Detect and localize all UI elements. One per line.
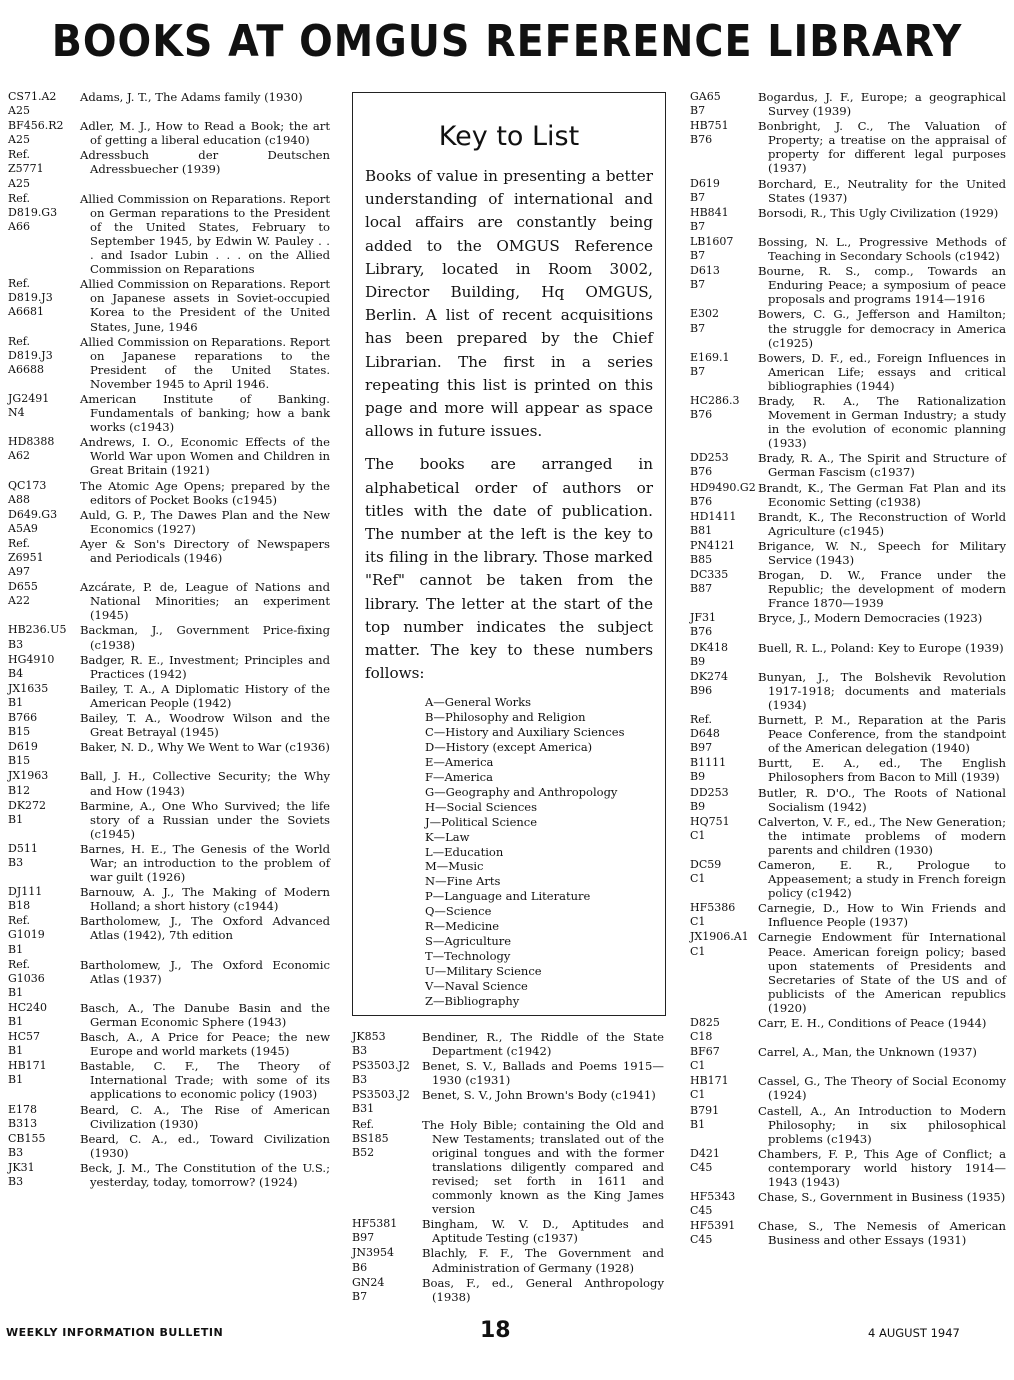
book-description: Carnegie Endowment für International Peace. American foreign policy; based upon statements of Presidents and Secretaries of State of the US and of publicists of the American republics (1920): [758, 930, 1006, 1015]
book-description: Auld, G. P., The Dawes Plan and the New Economics (1927): [80, 507, 330, 536]
subject-code: J—Political Science: [425, 814, 538, 829]
book-description: Baker, N. D., Why We Went to War (c1936): [80, 740, 330, 755]
book-entry: [690, 539, 1006, 567]
book-entry: [8, 392, 330, 434]
book-description: Brogan, D. W., France under the Republic; the development of modern France 1870—1939: [758, 568, 1006, 611]
call-number: D655 A22: [8, 580, 38, 608]
call-number: JN3954 B6: [352, 1246, 395, 1274]
book-description: Burnett, P. M., Reparation at the Paris Peace Conference, from the standpoint of the American delegation (1940): [758, 713, 1006, 756]
book-description: Borchard, E., Neutrality for the United States (1937): [758, 176, 1006, 205]
book-entry: [8, 1103, 330, 1131]
call-number: HC286.3 B76: [690, 393, 740, 422]
call-number: D825 C18: [690, 1016, 720, 1044]
book-description: Calverton, V. F., ed., The New Generation; the intimate problems of modern parents and children (1930): [758, 814, 1006, 857]
book-entry: [8, 435, 330, 477]
subject-code: E—America: [425, 755, 494, 770]
book-description: Chambers, F. P., This Age of Conflict; a contemporary world history 1914—1943 (1943): [758, 1146, 1006, 1190]
subject-code: Z—Bibliography: [425, 993, 520, 1008]
call-number: HG4910 B4: [8, 652, 55, 680]
call-number: DC59 C1: [690, 857, 722, 886]
call-number: HB171 C1: [690, 1074, 729, 1102]
book-entry: [690, 90, 1006, 118]
call-number: D613 B7: [690, 264, 720, 292]
call-number: DD253 B76: [690, 451, 729, 479]
book-entry: [352, 1118, 664, 1217]
book-entry: [690, 1074, 1006, 1102]
call-number: HB236.U5 B3: [8, 623, 67, 651]
subject-code: V—Naval Science: [425, 978, 528, 993]
call-number: Ref. G1036 B1: [8, 957, 45, 999]
call-number: D619 B7: [690, 176, 720, 204]
call-number: JK853 B3: [352, 1030, 386, 1058]
book-entry: [352, 1059, 664, 1087]
book-entry: [690, 568, 1006, 610]
book-entry: [690, 1016, 1006, 1044]
book-description: Bryce, J., Modern Democracies (1923): [758, 611, 983, 626]
book-entry: [8, 537, 330, 579]
left-column: [8, 90, 330, 1190]
book-entry: [690, 930, 1006, 1015]
call-number: HD9490.G2 B76: [690, 480, 756, 508]
book-entry: [690, 611, 1006, 639]
call-number: B1111 B9: [690, 756, 727, 784]
call-number: JX1635 B1: [8, 681, 49, 709]
book-entry: [690, 1219, 1006, 1247]
book-description: Chase, S., The Nemesis of American Business and other Essays (1931): [758, 1219, 1006, 1248]
book-entry: [8, 682, 330, 710]
book-entry: [8, 885, 330, 913]
call-number: E302 B7: [690, 307, 720, 335]
call-number: BF67 C1: [690, 1045, 720, 1073]
book-entry: [690, 858, 1006, 900]
call-number: JG2491 N4: [8, 391, 50, 420]
book-entry: [690, 177, 1006, 205]
call-number: B766 B15: [8, 711, 38, 739]
call-number: HF5391 C45: [690, 1219, 736, 1247]
book-description: Bossing, N. L., Progressive Methods of Teaching in Secondary Schools (c1942): [758, 234, 1006, 264]
book-entry: [690, 815, 1006, 857]
book-entry: [352, 1217, 664, 1245]
book-entry: [690, 1147, 1006, 1189]
book-description: Azcárate, P. de, League of Nations and National Minorities; an experiment (1945): [80, 580, 330, 623]
book-entry: [690, 451, 1006, 479]
book-description: Castell, A., An Introduction to Modern Philosophy; in six philosophical problems (c1943): [758, 1103, 1006, 1146]
subject-code: B—Philosophy and Religion: [425, 710, 586, 725]
call-number: DD253 B9: [690, 785, 729, 813]
subject-code: D—History (except America): [425, 740, 593, 755]
book-entry: [8, 623, 330, 651]
call-number: Ref. BS185 B52: [352, 1117, 389, 1159]
call-number: LB1607 B7: [690, 234, 734, 263]
book-description: Backman, J., Government Price-fixing (c1938): [80, 623, 330, 652]
book-description: Brigance, W. N., Speech for Military Service (1943): [758, 538, 1006, 567]
book-entry: [690, 756, 1006, 784]
book-entry: [8, 192, 330, 277]
book-entry: [8, 508, 330, 536]
book-entry: [352, 1246, 664, 1274]
call-number: HB171 B1: [8, 1059, 47, 1087]
call-number: DJ111 B18: [8, 885, 43, 913]
book-description: Basch, A., A Price for Peace; the new Europe and world markets (1945): [80, 1030, 330, 1059]
book-description: Burtt, E. A., ed., The English Philosophers from Bacon to Mill (1939): [758, 756, 1006, 785]
call-number: JK31 B3: [8, 1160, 35, 1189]
subject-code: Q—Science: [425, 904, 492, 919]
book-description: Boas, F., ed., General Anthropology (1938): [422, 1275, 664, 1304]
call-number: HC240 B1: [8, 1000, 48, 1028]
call-number: PS3503.J2 B31: [352, 1088, 410, 1116]
book-entry: [8, 842, 330, 884]
book-entry: [8, 277, 330, 333]
book-description: Adressbuch der Deutschen Adressbuecher (1939): [80, 148, 330, 177]
book-description: Bunyan, J., The Bolshevik Revolution 1917-1918; documents and materials (1934): [758, 669, 1006, 712]
call-number: D649.G3 A5A9: [8, 507, 58, 535]
book-description: Bogardus, J. F., Europe; a geographical Survey (1939): [758, 90, 1006, 119]
book-entry: [8, 711, 330, 739]
book-description: Brady, R. A., The Spirit and Structure of German Fascism (c1937): [758, 451, 1006, 480]
book-entry: [8, 799, 330, 841]
call-number: DK272 B1: [8, 798, 47, 826]
book-description: Brandt, K., The Reconstruction of World Agriculture (c1945): [758, 509, 1006, 538]
key-title: Key to List: [438, 121, 580, 152]
call-number: Ref. D819.J3 A6688: [8, 334, 53, 376]
book-entry: [690, 510, 1006, 538]
call-number: DC335 B87: [690, 568, 729, 596]
book-description: Brady, R. A., The Rationalization Movement in German Industry; a study in the evolution of economic planning (1933): [758, 393, 1006, 451]
call-number: D421 C45: [690, 1146, 720, 1174]
book-entry: [8, 580, 330, 622]
call-number: HB841 B7: [690, 205, 729, 233]
book-description: Bastable, C. F., The Theory of International Trade; with some of its applications to economic policy (1903): [80, 1059, 330, 1102]
book-description: Barnes, H. E., The Genesis of the World War; an introduction to the problem of war guilt (1926): [80, 841, 330, 885]
call-number: E178 B313: [8, 1102, 38, 1130]
book-description: Bailey, T. A., A Diplomatic History of the American People (1942): [80, 681, 330, 710]
subject-code: C—History and Auxiliary Sciences: [425, 725, 625, 740]
call-number: Ref. D819.G3 A66: [8, 191, 58, 233]
book-entry: [690, 264, 1006, 306]
book-entry: [8, 1001, 330, 1029]
book-entry: [690, 786, 1006, 814]
book-entry: [690, 351, 1006, 393]
middle-column: [352, 1030, 664, 1305]
subject-code-list: [365, 695, 653, 1008]
call-number: Ref. D819.J3 A6681: [8, 277, 53, 319]
book-entry: [690, 901, 1006, 929]
book-entry: [8, 119, 330, 147]
book-entry: [690, 670, 1006, 712]
book-description: American Institute of Banking. Fundamentals of banking; how a bank works (c1943): [80, 391, 330, 435]
book-entry: [690, 235, 1006, 263]
subject-code: H—Social Sciences: [425, 799, 537, 814]
book-entry: [690, 1045, 1006, 1073]
book-description: Butler, R. D'O., The Roots of National Socialism (1942): [758, 785, 1006, 814]
book-description: Cassel, G., The Theory of Social Economy (1924): [758, 1074, 1006, 1103]
book-entry: [352, 1030, 664, 1058]
book-description: Badger, R. E., Investment; Principles and Practices (1942): [80, 652, 330, 681]
book-description: Cameron, E. R., Prologue to Appeasement; a study in French foreign policy (c1942): [758, 857, 1006, 901]
call-number: JF31 B76: [690, 611, 717, 639]
book-description: Bingham, W. V. D., Aptitudes and Aptitude Testing (c1937): [422, 1217, 664, 1246]
book-entry: [690, 713, 1006, 755]
book-description: Bowers, C. G., Jefferson and Hamilton; the struggle for democracy in America (c1925): [758, 307, 1006, 350]
call-number: D619 B15: [8, 740, 38, 768]
book-entry: [8, 1059, 330, 1101]
call-number: HF5386 C1: [690, 901, 736, 929]
book-description: Allied Commission on Reparations. Report on German reparations to the President of the United States, February to September 1945, by Edwin W. Pauley . . . and Isador Lubin . . . on the Allied Commission on Reparations: [80, 191, 330, 277]
book-entry: [8, 653, 330, 681]
call-number: HD8388 A62: [8, 435, 55, 463]
call-number: HC57 B1: [8, 1030, 41, 1058]
book-description: Ball, J. H., Collective Security; the Why and How (1943): [80, 769, 330, 798]
call-number: JX1963 B12: [8, 769, 49, 797]
book-description: Beard, C. A., The Rise of American Civilization (1930): [80, 1102, 330, 1131]
subject-code: M—Music: [425, 859, 484, 874]
call-number: GA65 B7: [690, 90, 721, 118]
book-description: Benet, S. V., John Brown's Body (c1941): [422, 1088, 656, 1103]
book-entry: [352, 1088, 664, 1116]
book-description: Allied Commission on Reparations. Report on Japanese reparations to the President of the United States. November 1945 to April 1946.: [80, 334, 330, 391]
call-number: CB155 B3: [8, 1131, 46, 1159]
book-description: Blachly, F. F., The Government and Administration of Germany (1928): [422, 1246, 664, 1275]
book-entry: [8, 958, 330, 1000]
subject-code: U—Military Science: [425, 963, 542, 978]
book-description: Beard, C. A., ed., Toward Civilization (1930): [80, 1131, 330, 1160]
book-entry: [690, 307, 1006, 349]
call-number: BF456.R2 A25: [8, 119, 64, 147]
book-description: Bowers, D. F., ed., Foreign Influences in American Life; essays and critical bibliographies (1944): [758, 350, 1006, 393]
call-number: Ref. D648 B97: [690, 713, 720, 755]
book-entry: [690, 119, 1006, 175]
book-description: Bartholomew, J., The Oxford Advanced Atlas (1942), 7th edition: [80, 914, 330, 943]
call-number: Ref. Z5771 A25: [8, 148, 44, 190]
book-entry: [8, 740, 330, 768]
call-number: CS71.A2 A25: [8, 90, 57, 118]
book-entry: [690, 1190, 1006, 1218]
call-number: QC173 A88: [8, 478, 47, 506]
subject-code: N—Fine Arts: [425, 874, 501, 889]
key-to-list-box: [352, 92, 666, 1016]
book-entry: [8, 148, 330, 190]
call-number: GN24 B7: [352, 1275, 385, 1303]
book-description: Chase, S., Government in Business (1935): [758, 1190, 1006, 1205]
call-number: DK274 B96: [690, 669, 729, 697]
call-number: HQ751 C1: [690, 814, 730, 842]
book-description: Basch, A., The Danube Basin and the German Economic Sphere (1943): [80, 1000, 330, 1029]
subject-code: K—Law: [425, 829, 470, 844]
book-entry: [8, 335, 330, 391]
subject-code: P—Language and Literature: [425, 889, 591, 904]
call-number: HF5381 B97: [352, 1217, 398, 1245]
call-number: HD1411 B81: [690, 509, 737, 537]
book-description: The Holy Bible; containing the Old and New Testaments; translated out of the original tongues and with the former translations diligently compared and revised; set forth in 1611 and commonly known as the King James version: [422, 1117, 664, 1217]
right-column: [690, 90, 1006, 1249]
page-title: BOOKS AT OMGUS REFERENCE LIBRARY: [51, 16, 963, 67]
subject-code: S—Agriculture: [425, 933, 512, 948]
subject-code: G—Geography and Anthropology: [425, 784, 618, 799]
subject-code: R—Medicine: [425, 919, 500, 934]
book-description: Andrews, I. O., Economic Effects of the World War upon Women and Children in Great Britain (1921): [80, 435, 330, 478]
call-number: PN4121 B85: [690, 538, 736, 566]
book-description: Ayer & Son's Directory of Newspapers and Periodicals (1946): [80, 536, 330, 565]
book-description: Bailey, T. A., Woodrow Wilson and the Great Betrayal (1945): [80, 711, 330, 740]
key-paragraph-1: Books of value in presenting a better understanding of international and local affairs are constantly being added to the OMGUS Reference Library, located in Room 3002, Director Building, Hq OMGUS, Berlin. A list of recent acquisitions has been prepared by the Chief Librarian. The first in a series repeating this list is printed on this page and more will appear as space allows in future issues.: [365, 167, 653, 441]
book-description: Barmine, A., One Who Survived; the life story of a Russian under the Soviets (c1945): [80, 798, 330, 841]
book-entry: [8, 769, 330, 797]
book-description: Brandt, K., The German Fat Plan and its Economic Setting (c1938): [758, 480, 1006, 509]
subject-code: T—Technology: [425, 948, 511, 963]
book-entry: [8, 914, 330, 956]
call-number: E169.1 B7: [690, 350, 730, 378]
book-entry: [690, 1104, 1006, 1146]
book-entry: [8, 1030, 330, 1058]
book-description: Barnouw, A. J., The Making of Modern Holland; a short history (c1944): [80, 885, 330, 914]
call-number: Ref. G1019 B1: [8, 914, 45, 956]
book-description: Bartholomew, J., The Oxford Economic Atlas (1937): [80, 957, 330, 986]
book-entry: [8, 90, 330, 118]
book-entry: [690, 641, 1006, 669]
page-number: 18: [480, 1318, 511, 1343]
book-entry: [690, 481, 1006, 509]
book-entry: [690, 394, 1006, 450]
book-description: Beck, J. M., The Constitution of the U.S.; yesterday, today, tomorrow? (1924): [80, 1160, 330, 1190]
book-entry: [8, 1161, 330, 1189]
book-entry: [8, 479, 330, 507]
call-number: Ref. Z6951 A97: [8, 536, 44, 579]
issue-date: 4 AUGUST 1947: [868, 1326, 960, 1340]
call-number: JX1906.A1 C1: [690, 930, 749, 958]
book-description: Benet, S. V., Ballads and Poems 1915—1930 (c1931): [422, 1059, 664, 1088]
call-number: PS3503.J2 B3: [352, 1059, 410, 1087]
book-description: Allied Commission on Reparations. Report on Japanese assets in Soviet-occupied Korea to the President of the United States, June, 1946: [80, 277, 330, 334]
book-entry: [8, 1132, 330, 1160]
book-description: Bonbright, J. C., The Valuation of Property; a treatise on the appraisal of property for different legal purposes (1937): [758, 119, 1006, 176]
book-description: The Atomic Age Opens; prepared by the editors of Pocket Books (c1945): [80, 478, 330, 507]
subject-code: A—General Works: [425, 695, 532, 710]
book-description: Carnegie, D., How to Win Friends and Influence People (1937): [758, 901, 1006, 930]
call-number: B791 B1: [690, 1103, 720, 1131]
book-entry: [690, 206, 1006, 234]
bulletin-name: WEEKLY INFORMATION BULLETIN: [6, 1326, 224, 1339]
call-number: HF5343 C45: [690, 1190, 736, 1218]
call-number: HB751 B76: [690, 119, 729, 147]
book-description: Bendiner, R., The Riddle of the State Department (c1942): [422, 1030, 664, 1059]
book-description: Bourne, R. S., comp., Towards an Enduring Peace; a symposium of peace proposals and programs 1914—1916: [758, 264, 1006, 307]
book-description: Borsodi, R., This Ugly Civilization (1929): [758, 205, 999, 220]
call-number: D511 B3: [8, 841, 38, 869]
book-description: Carrel, A., Man, the Unknown (1937): [758, 1045, 977, 1060]
subject-code: F—America: [425, 770, 493, 784]
book-description: Adams, J. T., The Adams family (1930): [80, 90, 303, 104]
subject-code: L—Education: [425, 844, 504, 859]
book-description: Buell, R. L., Poland: Key to Europe (1939): [758, 640, 1004, 655]
book-description: Carr, E. H., Conditions of Peace (1944): [758, 1016, 987, 1030]
call-number: DK418 B9: [690, 640, 729, 668]
key-paragraph-2: The books are arranged in alphabetical order of authors or titles with the date of publication. The number at the left is the key to its filing in the library. Those marked "Ref" cannot be taken from the library. The letter at the start of the top number indicates the subject matter. The key to these numbers follows:: [365, 455, 653, 683]
book-description: Adler, M. J., How to Read a Book; the art of getting a liberal education (c1940): [80, 119, 330, 148]
book-entry: [352, 1276, 664, 1304]
